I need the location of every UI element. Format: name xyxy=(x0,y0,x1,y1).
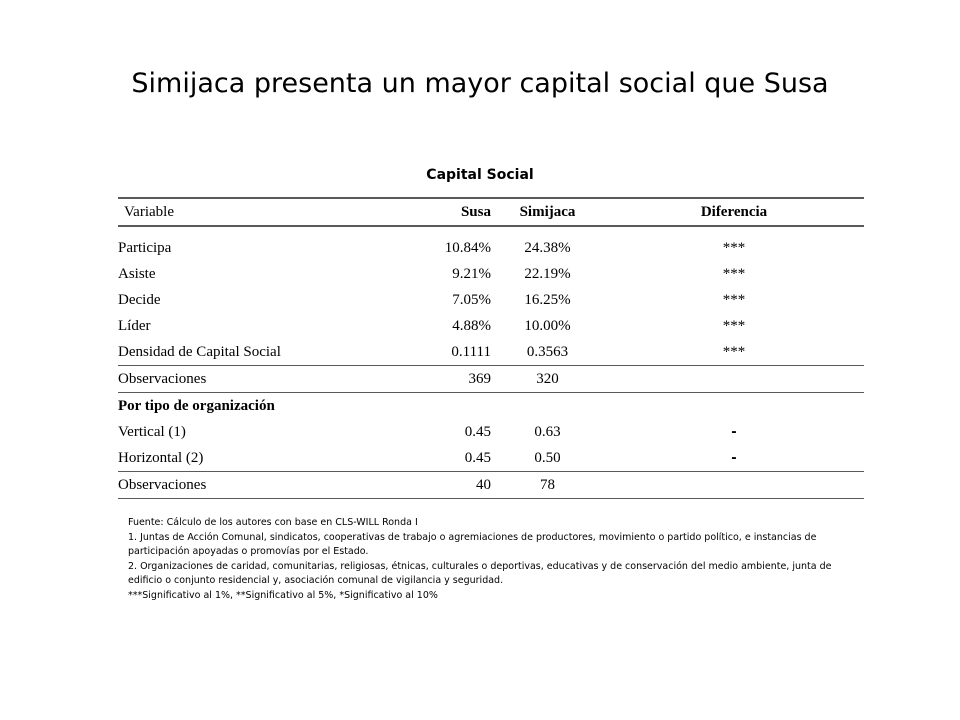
row-susa-value: 7.05% xyxy=(452,291,491,308)
table-row xyxy=(118,287,864,313)
note-2: 2. Organizaciones de caridad, comunitarias, religiosas, étnicas, culturales o deportivas, educativas y de conservación del medio ambiente, junta de edificio o conjunto residencial y, asociación comunal de vigilancia y seguridad. xyxy=(128,560,832,586)
row-variable: Líder xyxy=(118,317,151,334)
table-row xyxy=(118,235,864,261)
slide-title: Simijaca presenta un mayor capital social que Susa xyxy=(131,68,829,99)
row-variable: Horizontal (2) xyxy=(118,449,204,466)
row-diferencia-value: *** xyxy=(722,343,746,360)
row-simijaca-value: 22.19% xyxy=(524,265,571,282)
note-source: Fuente: Cálculo de los autores con base en CLS-WILL Ronda I xyxy=(128,517,418,528)
row-variable: Asiste xyxy=(118,265,156,282)
observations-simijaca: 320 xyxy=(491,366,604,393)
observations-row xyxy=(118,472,864,499)
header-variable: Variable xyxy=(118,198,335,226)
row-simijaca-value: 0.50 xyxy=(534,449,561,466)
observations-diferencia xyxy=(604,472,864,499)
table-row xyxy=(118,261,864,287)
table-row xyxy=(118,419,864,445)
observations-susa: 369 xyxy=(335,366,491,393)
observations-label: Observaciones xyxy=(118,366,335,393)
header-simijaca: Simijaca xyxy=(491,198,604,226)
observations-susa: 40 xyxy=(335,472,491,499)
row-diferencia-value: *** xyxy=(722,265,746,282)
header-susa: Susa xyxy=(335,198,491,226)
row-diferencia-value: *** xyxy=(722,239,746,256)
row-simijaca-value: 10.00% xyxy=(524,317,571,334)
row-susa-value: 9.21% xyxy=(452,265,491,282)
table-notes xyxy=(128,516,848,603)
row-variable: Vertical (1) xyxy=(118,423,186,440)
table-header-row xyxy=(118,198,864,226)
table-row xyxy=(118,313,864,339)
observations-diferencia xyxy=(604,366,864,393)
observations-row xyxy=(118,366,864,393)
row-simijaca-value: 0.3563 xyxy=(526,343,569,360)
table-row xyxy=(118,339,864,366)
table-caption: Capital Social xyxy=(426,167,534,183)
row-susa-value: 0.1111 xyxy=(451,343,491,360)
row-simijaca-value: 16.25% xyxy=(524,291,571,308)
section-label: Por tipo de organización xyxy=(118,397,275,414)
row-simijaca-value: 24.38% xyxy=(524,239,571,256)
section-row xyxy=(118,393,864,420)
row-diferencia-value: - xyxy=(731,450,737,466)
row-susa-value: 0.45 xyxy=(464,449,491,466)
row-variable: Participa xyxy=(118,239,172,256)
row-simijaca-value: 0.63 xyxy=(534,423,561,440)
row-variable: Densidad de Capital Social xyxy=(118,343,281,360)
note-significance: ***Significativo al 1%, **Significativo al 5%, *Significativo al 10% xyxy=(128,589,438,601)
row-variable: Decide xyxy=(118,291,161,308)
observations-label: Observaciones xyxy=(118,472,335,499)
row-susa-value: 0.45 xyxy=(464,423,491,440)
note-1: 1. Juntas de Acción Comunal, sindicatos, cooperativas de trabajo o agremiaciones de productores, movimiento o partido político, e instancias de participación apoyadas o promovías por el Estado. xyxy=(128,531,817,557)
row-susa-value: 4.88% xyxy=(452,317,491,334)
row-diferencia-value: *** xyxy=(722,291,746,308)
capital-social-table xyxy=(118,197,864,499)
row-susa-value: 10.84% xyxy=(444,239,491,256)
header-diferencia: Diferencia xyxy=(604,198,864,226)
observations-simijaca: 78 xyxy=(491,472,604,499)
row-diferencia-value: - xyxy=(731,424,737,440)
row-diferencia-value: *** xyxy=(722,317,746,334)
table-row xyxy=(118,445,864,472)
